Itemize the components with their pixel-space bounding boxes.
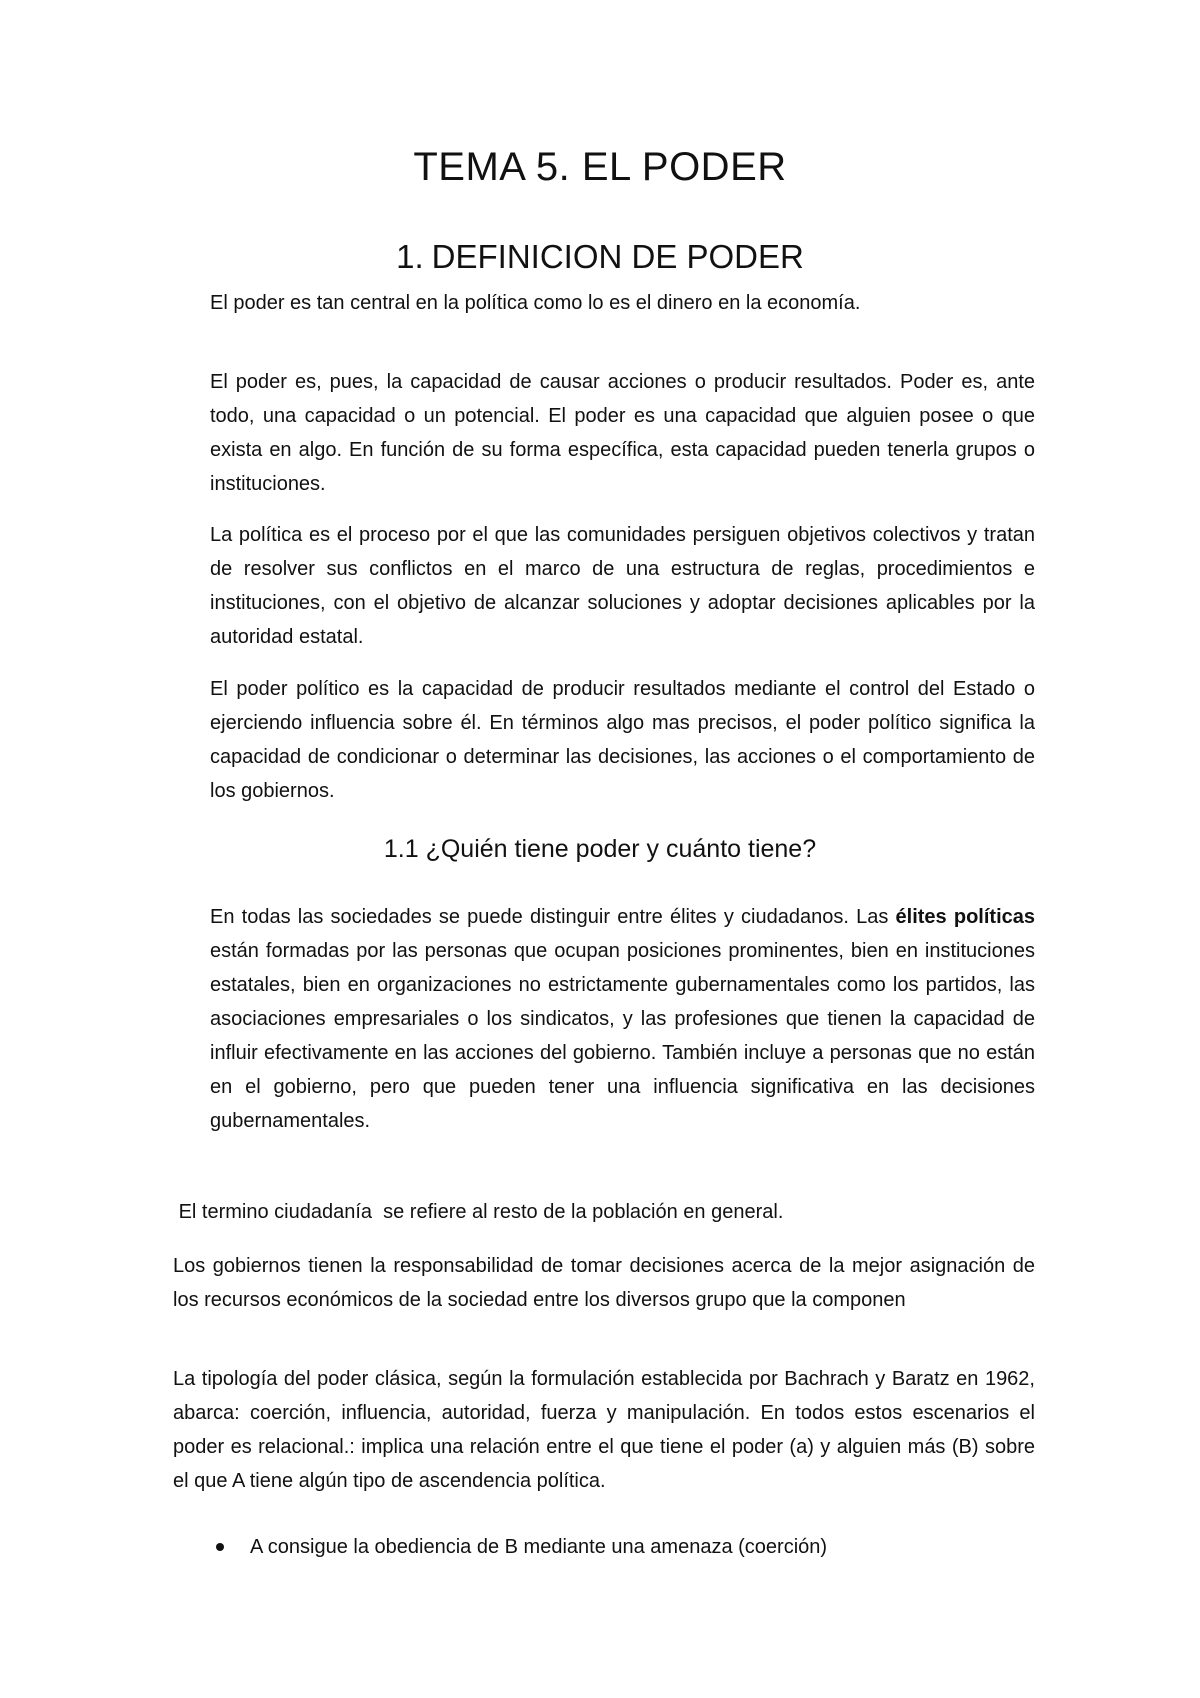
paragraph-poder-central: El poder es tan central en la política como lo es el dinero en la economía. (210, 292, 861, 314)
bullet-item-text: A consigue la obediencia de B mediante una amenaza (coerción) (250, 1536, 828, 1558)
paragraph-politica-proceso: La política es el proceso por el que las comunidades persiguen objetivos colectivos y tratan de resolver sus conflictos en el marco de una estructura de reglas, procedimientos e instituciones, con el objetivo de alcanzar soluciones y adoptar decisiones aplicables por la autoridad estatal. (210, 524, 1035, 648)
paragraph-elites-before: En todas las sociedades se puede distinguir entre élites y ciudadanos. Las (210, 906, 896, 928)
bullet-dot-icon (216, 1543, 224, 1551)
paragraph-elites-bold: élites políticas (895, 906, 1035, 928)
section-number: 1. (396, 238, 424, 275)
paragraph-elites-after: están formadas por las personas que ocupan posiciones prominentes, bien en instituciones estatales, bien en organizaciones no estrictamente gubernamentales como los partidos, las asociaciones empresariales o los sindicatos, y las profesiones que tienen la capacidad de influir efectivamente en las acciones del gobierno. También incluye a personas que no están en el gobierno, pero que pueden tener una influencia significativa en las decisiones gubernamentales. (210, 940, 1035, 1132)
document-title: TEMA 5. EL PODER (413, 145, 787, 189)
bullet-list (210, 1530, 1035, 1564)
paragraph-tipologia: La tipología del poder clásica, según la formulación establecida por Bachrach y Baratz en 1962, abarca: coerción, influencia, autoridad, fuerza y manipulación. En todos estos escenarios el poder es relacional.: implica una relación entre el que tiene el poder (a) y alguien más (B) sobre el que A tiene algún tipo de ascendencia política. (173, 1368, 1035, 1492)
paragraph-ciudadania: El termino ciudadanía se refiere al resto de la población en general. (173, 1201, 784, 1223)
paragraph-capacidad: El poder es, pues, la capacidad de causar acciones o producir resultados. Poder es, ante todo, una capacidad o un potencial. El poder es una capacidad que alguien posee o que exista en algo. En función de su forma específica, esta capacidad pueden tenerla grupos o instituciones. (210, 371, 1035, 495)
section-heading-definicion (0, 238, 1200, 276)
section-heading-text: DEFINICION DE PODER (431, 238, 804, 275)
paragraph-gobiernos: Los gobiernos tienen la responsabilidad de tomar decisiones acerca de la mejor asignación de los recursos económicos de la sociedad entre los diversos grupo que la componen (173, 1255, 1035, 1311)
bullet-item (210, 1530, 1035, 1564)
subsection-heading-quien-tiene-poder: 1.1 ¿Quién tiene poder y cuánto tiene? (383, 835, 817, 863)
paragraph-poder-politico: El poder político es la capacidad de producir resultados mediante el control del Estado o ejerciendo influencia sobre él. En términos algo mas precisos, el poder político significa la capacidad de condicionar o determinar las decisiones, las acciones o el comportamiento de los gobiernos. (210, 678, 1035, 802)
paragraph-elites (210, 900, 1035, 1138)
